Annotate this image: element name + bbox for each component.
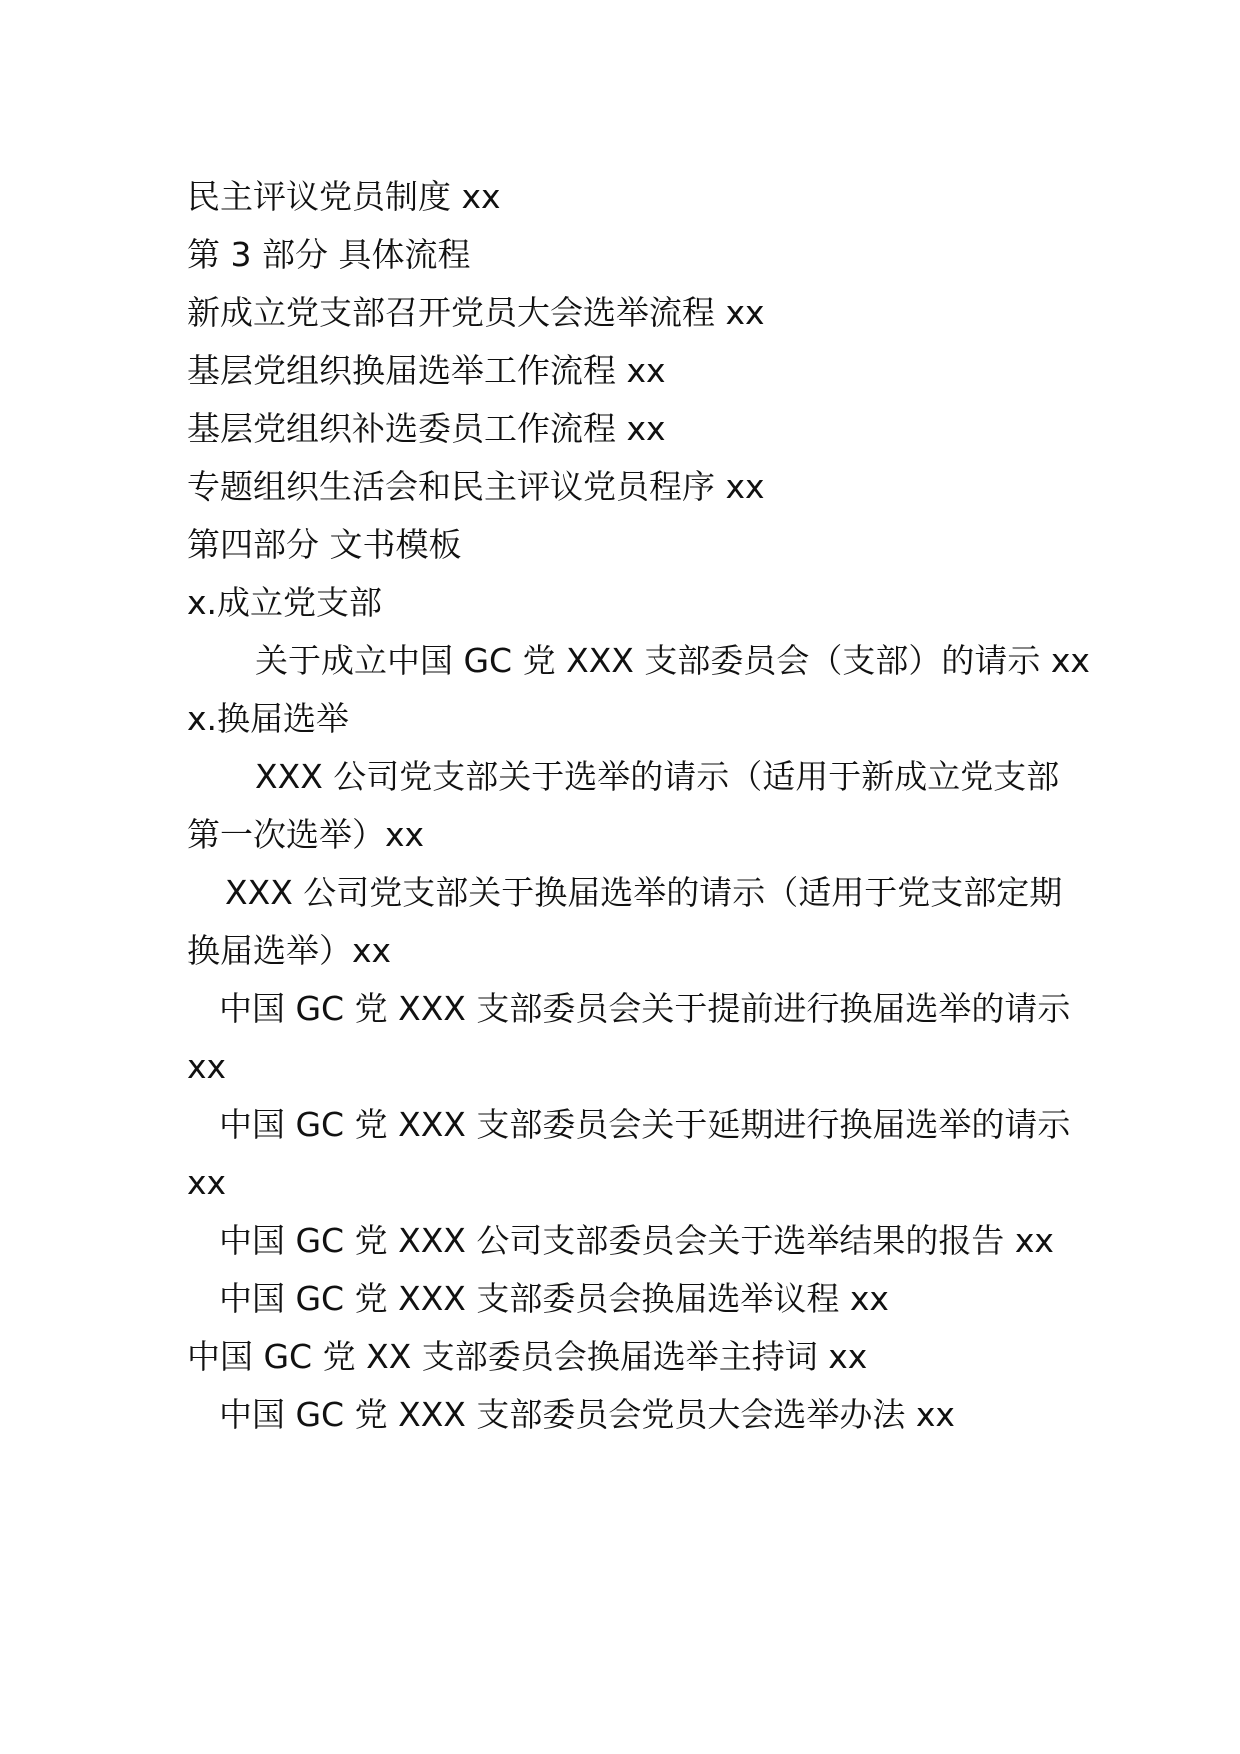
toc-entry: 中国 GC 党 XX 支部委员会换届选举主持词 xx [187,1337,868,1376]
section-heading: 第四部分 文书模板 [187,525,462,564]
toc-entry-continuation: 换届选举）xx [187,931,392,970]
subsection-heading: x.成立党支部 [187,583,383,622]
toc-entry: XXX 公司党支部关于选举的请示（适用于新成立党支部 [255,757,1060,796]
toc-entry: 专题组织生活会和民主评议党员程序 xx [187,467,765,506]
toc-entry: 基层党组织换届选举工作流程 xx [187,351,666,390]
subsection-heading: x.换届选举 [187,699,350,738]
toc-entry-continuation: xx [187,1047,227,1086]
toc-entry: 关于成立中国 GC 党 XXX 支部委员会（支部）的请示 xx [255,641,1090,680]
toc-entry: 基层党组织补选委员工作流程 xx [187,409,666,448]
toc-entry: 中国 GC 党 XXX 公司支部委员会关于选举结果的报告 xx [219,1221,1054,1260]
section-heading: 第 3 部分 具体流程 [187,235,471,274]
toc-entry: 新成立党支部召开党员大会选举流程 xx [187,293,765,332]
toc-entry: 中国 GC 党 XXX 支部委员会关于提前进行换届选举的请示 [219,989,1071,1028]
toc-entry: 中国 GC 党 XXX 支部委员会换届选举议程 xx [219,1279,889,1318]
toc-entry-continuation: xx [187,1163,227,1202]
toc-entry-continuation: 第一次选举）xx [187,815,425,854]
toc-entry: 中国 GC 党 XXX 支部委员会党员大会选举办法 xx [219,1395,955,1434]
toc-entry: 民主评议党员制度 xx [187,177,501,216]
toc-entry: 中国 GC 党 XXX 支部委员会关于延期进行换届选举的请示 [219,1105,1071,1144]
toc-entry: XXX 公司党支部关于换届选举的请示（适用于党支部定期 [225,873,1063,912]
